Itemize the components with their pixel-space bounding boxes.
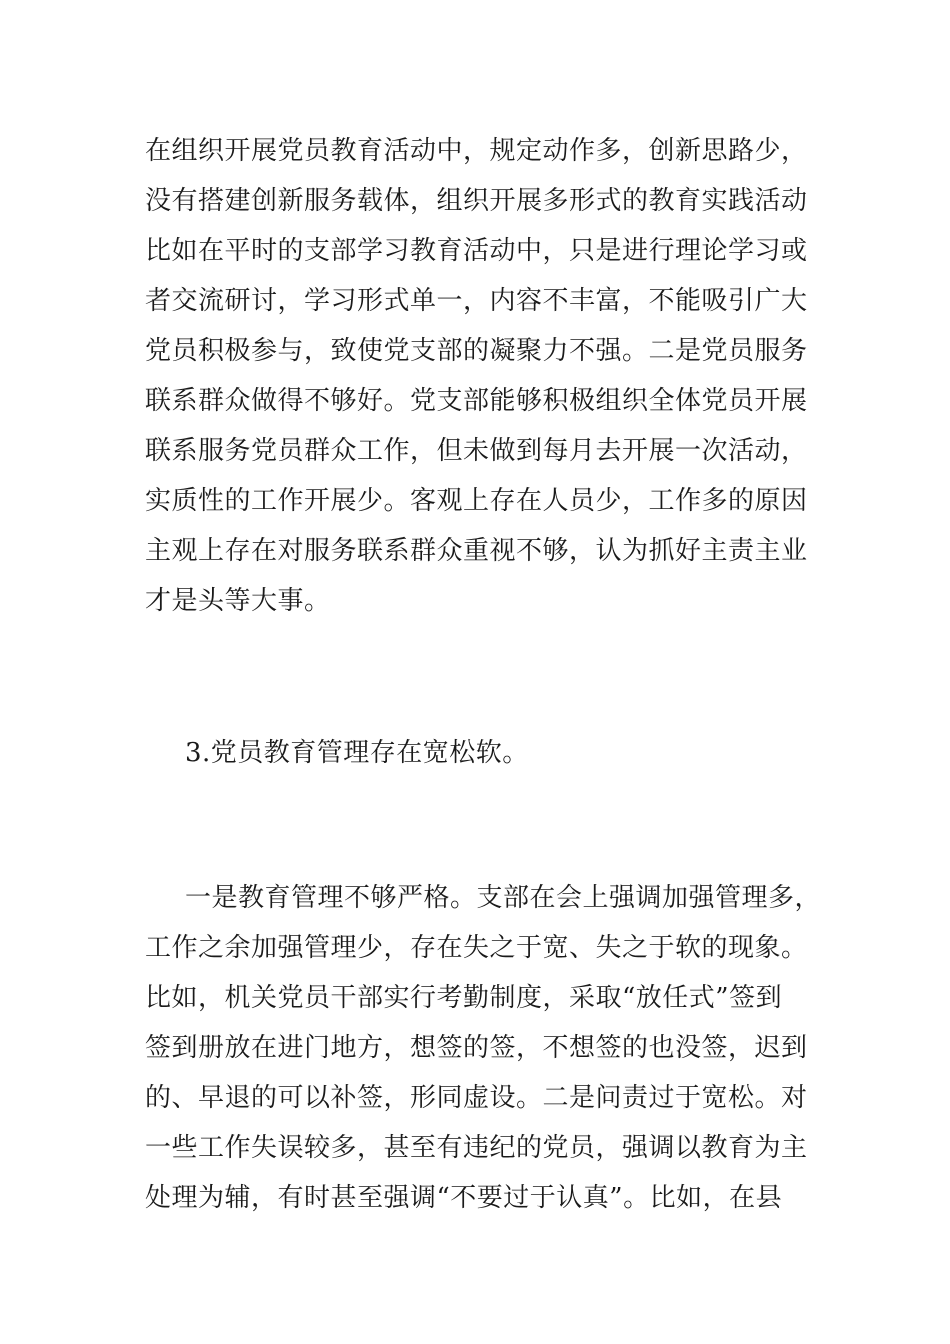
paragraph-line: 才是头等大事。	[145, 586, 331, 616]
paragraph-line: 党员积极参与，致使党支部的凝聚力不强。二是党员服务	[145, 336, 808, 366]
paragraph-line: 一是教育管理不够严格。支部在会上强调加强管理多，	[185, 883, 822, 913]
paragraph-line: 的、早退的可以补签，形同虚设。二是问责过于宽松。对	[145, 1083, 808, 1113]
body-paragraph-2	[145, 873, 822, 1223]
paragraph-line: 工作之余加强管理少，存在失之于宽、失之于软的现象。	[145, 933, 808, 963]
paragraph-line: 比如在平时的支部学习教育活动中，只是进行理论学习或	[145, 236, 808, 266]
paragraph-line: 者交流研讨，学习形式单一，内容不丰富，不能吸引广大	[145, 286, 808, 316]
section-heading	[185, 728, 850, 778]
paragraph-line: 比如，机关党员干部实行考勤制度，采取“放任式”签到	[145, 983, 783, 1013]
paragraph-line: 处理为辅，有时甚至强调“不要过于认真”。比如，在县	[145, 1183, 783, 1213]
body-paragraph-1	[145, 126, 810, 626]
paragraph-line: 主观上存在对服务联系群众重视不够，认为抓好主责主业	[145, 536, 808, 566]
paragraph-line: 联系服务党员群众工作，但未做到每月去开展一次活动，	[145, 436, 808, 466]
section-heading-text: 3.党员教育管理存在宽松软。	[185, 738, 529, 768]
paragraph-line: 一些工作失误较多，甚至有违纪的党员，强调以教育为主	[145, 1133, 808, 1163]
paragraph-line: 签到册放在进门地方，想签的签，不想签的也没签，迟到	[145, 1033, 808, 1063]
paragraph-line: 在组织开展党员教育活动中，规定动作多，创新思路少，	[145, 136, 808, 166]
paragraph-line: 实质性的工作开展少。客观上存在人员少，工作多的原因	[145, 486, 808, 516]
paragraph-line: 联系群众做得不够好。党支部能够积极组织全体党员开展	[145, 386, 808, 416]
paragraph-line: 没有搭建创新服务载体，组织开展多形式的教育实践活动	[145, 186, 808, 216]
